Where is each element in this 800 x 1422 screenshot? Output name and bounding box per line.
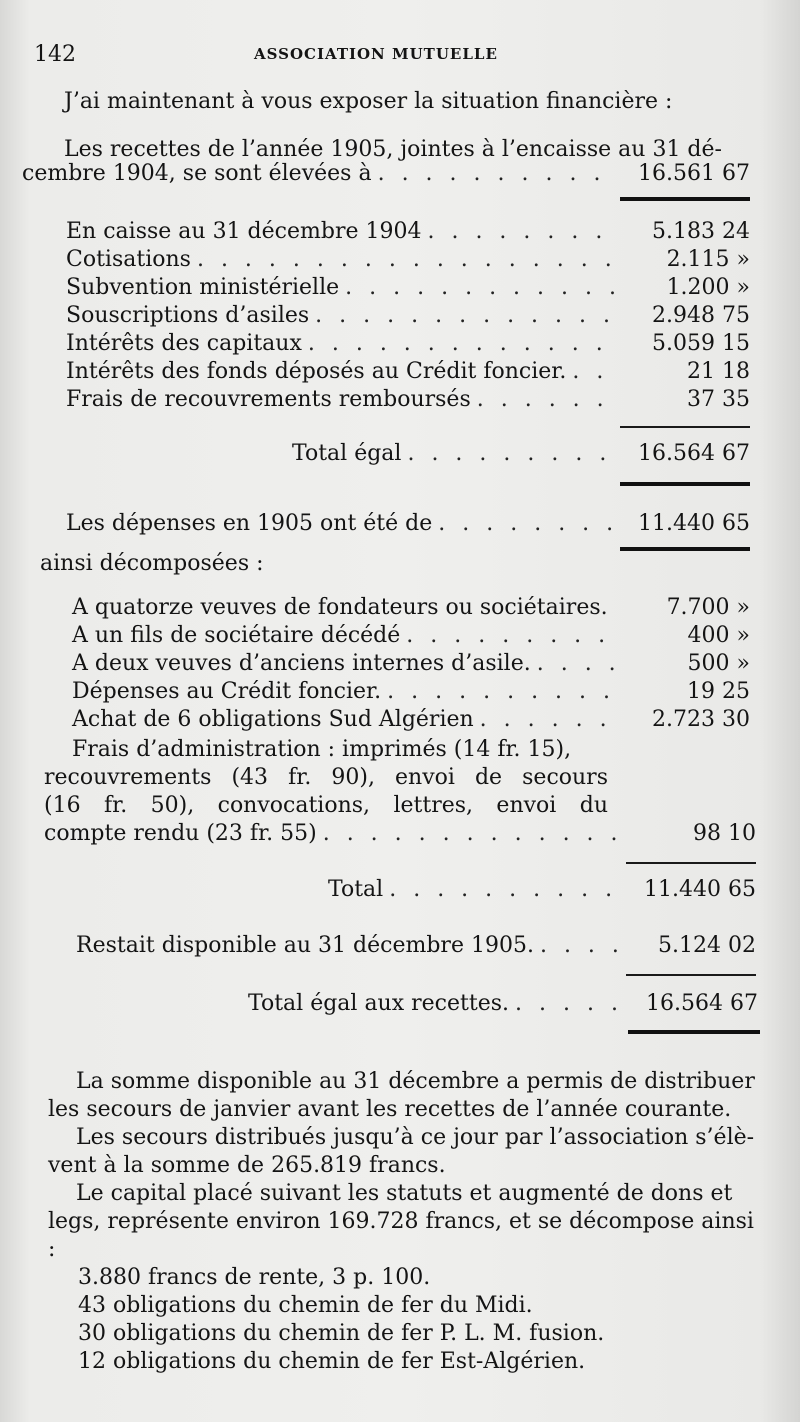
receipts-sentence-label: cembre 1904, se sont élevées à bbox=[22, 161, 372, 186]
holding-item: 43 obligations du chemin de fer du Midi. bbox=[78, 1293, 533, 1318]
expense-label: A deux veuves d’anciens internes d’asile. bbox=[72, 651, 531, 676]
leader-dots bbox=[308, 330, 614, 358]
paragraph-3-line1: Le capital placé suivant les statuts et augmenté de dons et bbox=[76, 1181, 733, 1206]
receipt-amount: 2.948 75 bbox=[652, 303, 750, 328]
receipt-amount: 21 18 bbox=[687, 359, 750, 384]
admin-expense-line3: (16 fr. 50), convocations, lettres, envoi du bbox=[44, 793, 608, 818]
receipt-amount: 37 35 bbox=[687, 387, 750, 412]
receipt-label: Intérêts des capitaux bbox=[66, 331, 302, 356]
rule bbox=[626, 862, 756, 864]
expense-row bbox=[72, 650, 750, 678]
receipt-row bbox=[66, 274, 750, 302]
leader-dots bbox=[389, 876, 620, 904]
expense-row bbox=[72, 678, 750, 706]
expense-label: A un fils de sociétaire décédé bbox=[72, 623, 401, 648]
leader-dots bbox=[540, 932, 620, 960]
admin-expense-line2: recouvrements (43 fr. 90), envoi de secours bbox=[44, 765, 608, 790]
expense-label: Achat de 6 obligations Sud Algérien bbox=[72, 707, 474, 732]
expense-label: Dépenses au Crédit foncier. bbox=[72, 679, 382, 704]
expense-row bbox=[72, 706, 750, 734]
leader-dots bbox=[197, 246, 614, 274]
expense-amount: 19 25 bbox=[687, 679, 750, 704]
grand-total-row bbox=[248, 990, 758, 1018]
receipt-label: Intérêts des fonds déposés au Crédit foncier. bbox=[66, 359, 567, 384]
receipt-label: Frais de recouvrements remboursés bbox=[66, 387, 471, 412]
admin-expense-line1: Frais d’administration : imprimés (14 fr. 15), bbox=[72, 737, 572, 762]
expense-row bbox=[72, 594, 750, 622]
receipts-sentence-amount: 16.561 67 bbox=[638, 161, 750, 186]
receipt-row bbox=[66, 302, 750, 330]
rule bbox=[628, 1030, 760, 1034]
expense-amount: 2.723 30 bbox=[652, 707, 750, 732]
rule bbox=[626, 974, 756, 976]
leader-dots bbox=[406, 622, 614, 650]
admin-expense-amount: 98 10 bbox=[693, 821, 756, 846]
receipt-amount: 5.183 24 bbox=[652, 219, 750, 244]
rule bbox=[620, 547, 750, 551]
holding-item: 30 obligations du chemin de fer P. L. M. fusion. bbox=[78, 1321, 605, 1346]
receipt-row bbox=[66, 218, 750, 246]
receipt-amount: 5.059 15 bbox=[652, 331, 750, 356]
paragraph-2-line1: Les secours distribués jusqu’à ce jour par l’association s’élè- bbox=[76, 1125, 755, 1150]
holding-item: 3.880 francs de rente, 3 p. 100. bbox=[78, 1265, 431, 1290]
expense-amount: 500 » bbox=[687, 651, 750, 676]
paragraph-1-line1: La somme disponible au 31 décembre a permis de distribuer bbox=[76, 1069, 755, 1094]
leader-dots bbox=[315, 302, 614, 330]
receipt-row bbox=[66, 358, 750, 386]
leader-dots bbox=[515, 990, 622, 1018]
page-number: 142 bbox=[34, 42, 76, 67]
leader-dots bbox=[407, 440, 614, 468]
expenses-total-label: Total bbox=[328, 877, 384, 902]
leader-dots bbox=[387, 678, 614, 706]
grand-total-label: Total égal aux recettes. bbox=[248, 991, 509, 1016]
admin-expense-label: compte rendu (23 fr. 55) bbox=[44, 821, 317, 846]
receipts-sentence-line1: Les recettes de l’année 1905, jointes à l’encaisse au 31 dé- bbox=[64, 137, 722, 162]
receipt-amount: 1.200 » bbox=[666, 275, 750, 300]
receipts-total-label: Total égal bbox=[292, 441, 402, 466]
expenses-sentence-row bbox=[66, 510, 750, 538]
leader-dots bbox=[378, 160, 614, 188]
paragraph-3-line2: legs, représente environ 169.728 francs, et se décompose ainsi : bbox=[48, 1209, 754, 1262]
receipt-row bbox=[66, 246, 750, 274]
receipt-label: En caisse au 31 décembre 1904 bbox=[66, 219, 422, 244]
receipt-label: Subvention ministérielle bbox=[66, 275, 340, 300]
expense-amount: 7.700 » bbox=[666, 595, 750, 620]
expenses-sentence-label: Les dépenses en 1905 ont été de bbox=[66, 511, 433, 536]
page-header bbox=[34, 40, 754, 80]
leader-dots bbox=[427, 218, 614, 246]
expenses-total-row bbox=[328, 876, 756, 904]
rule bbox=[620, 482, 750, 486]
remaining-row bbox=[76, 932, 756, 960]
expense-label: A quatorze veuves de fondateurs ou sociétaires. bbox=[72, 595, 608, 620]
rule bbox=[620, 426, 750, 428]
receipts-sentence-line2 bbox=[22, 160, 750, 188]
rule bbox=[620, 197, 750, 201]
expense-row bbox=[72, 622, 750, 650]
holding-item: 12 obligations du chemin de fer Est-Algérien. bbox=[78, 1349, 586, 1374]
leader-dots bbox=[345, 274, 614, 302]
receipt-row bbox=[66, 330, 750, 358]
remaining-label: Restait disponible au 31 décembre 1905. bbox=[76, 933, 534, 958]
receipt-amount: 2.115 » bbox=[666, 247, 750, 272]
receipt-label: Souscriptions d’asiles bbox=[66, 303, 310, 328]
expense-amount: 400 » bbox=[687, 623, 750, 648]
expenses-sentence-amount: 11.440 65 bbox=[638, 511, 750, 536]
admin-expense-row bbox=[44, 820, 756, 848]
remaining-amount: 5.124 02 bbox=[658, 933, 756, 958]
receipts-total-row bbox=[292, 440, 750, 468]
leader-dots bbox=[477, 386, 614, 414]
running-title: ASSOCIATION MUTUELLE bbox=[254, 45, 498, 63]
paragraph-2-line2: vent à la somme de 265.819 francs. bbox=[48, 1153, 446, 1178]
leader-dots bbox=[323, 820, 620, 848]
receipt-label: Cotisations bbox=[66, 247, 191, 272]
intro-text: J’ai maintenant à vous exposer la situation financière : bbox=[64, 89, 673, 114]
leader-dots bbox=[572, 358, 614, 386]
receipt-row bbox=[66, 386, 750, 414]
grand-total-amount: 16.564 67 bbox=[646, 991, 758, 1016]
expenses-sentence-line2: ainsi décomposées : bbox=[40, 551, 264, 576]
leader-dots bbox=[537, 650, 614, 678]
leader-dots bbox=[480, 706, 614, 734]
receipts-total-amount: 16.564 67 bbox=[638, 441, 750, 466]
paragraph-1-line2: les secours de janvier avant les recettes de l’année courante. bbox=[48, 1097, 732, 1122]
leader-dots bbox=[438, 510, 614, 538]
expenses-total-amount: 11.440 65 bbox=[644, 877, 756, 902]
